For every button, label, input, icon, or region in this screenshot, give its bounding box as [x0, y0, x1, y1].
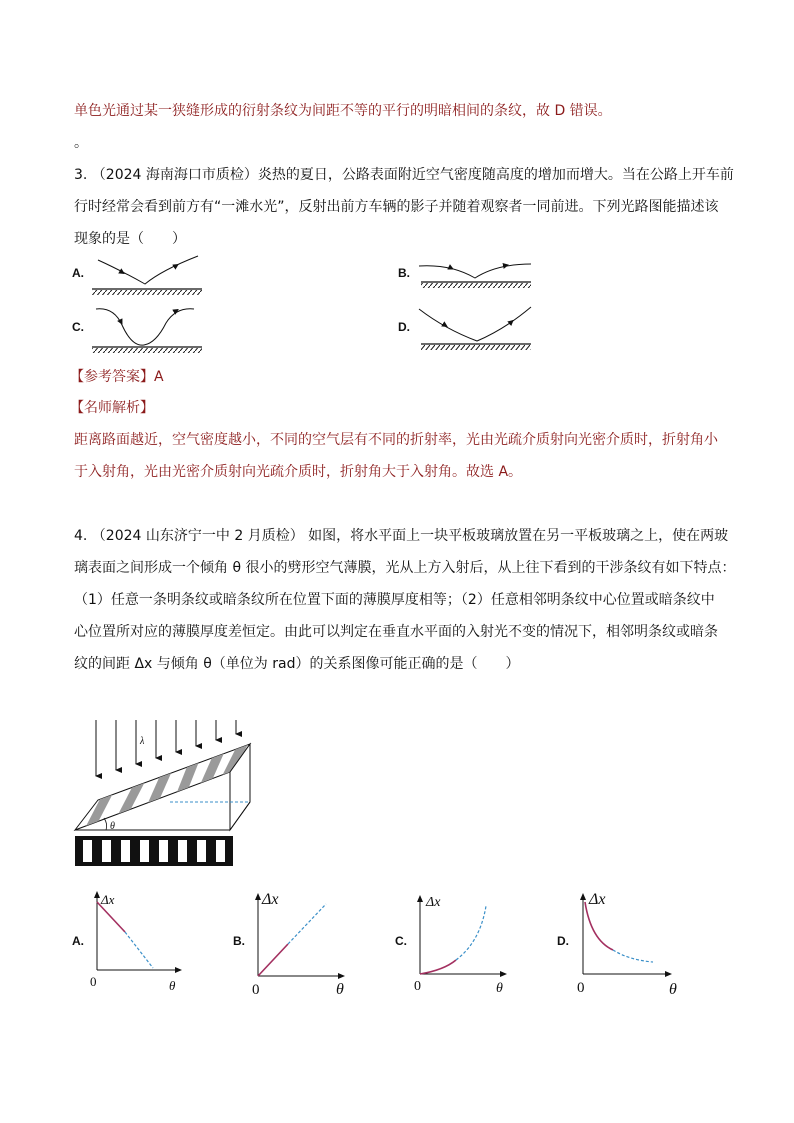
q3-stem-line3: 现象的是（ ）	[74, 231, 186, 247]
q4-c-origin: 0	[414, 979, 421, 994]
q3-option-a-label: A.	[72, 266, 84, 280]
q4-stem-line2: 璃表面之间形成一个倾角 θ 很小的劈形空气薄膜，光从上方入射后，从上往下看到的干涉条纹有如下特点：	[74, 560, 736, 576]
q4-option-d-label: D.	[557, 934, 569, 948]
q3-option-d-label: D.	[398, 320, 410, 334]
q3-analysis-title: 【名师解析】	[70, 400, 154, 416]
q4-option-a-graph	[85, 882, 195, 992]
q4-theta-label: θ	[110, 821, 115, 832]
q4-a-x-label: θ	[169, 978, 176, 992]
q3-analysis-line1: 距离路面越近，空气密度越小，不同的空气层有不同的折射率，光由光疏介质射向光密介质时，折射角小	[74, 432, 718, 448]
q2-conclusion-line: 单色光通过某一狭缝形成的衍射条纹为间距不等的平行的明暗相间的条纹，故 D 错误。	[74, 103, 612, 119]
q3-stem-line1: 3. （2024 海南海口市质检）炎热的夏日，公路表面附近空气密度随高度的增加而增大。当在公路上开车前	[74, 167, 734, 183]
q4-a-y-label: Δx	[101, 892, 115, 907]
q4-a-origin: 0	[90, 974, 97, 989]
q3-option-b-label: B.	[398, 266, 410, 280]
q4-b-origin: 0	[252, 982, 260, 996]
q4-option-d-graph	[573, 884, 685, 996]
q4-option-a-label: A.	[72, 934, 84, 948]
q3-option-d-diagram	[415, 303, 535, 353]
q4-c-y-label: Δx	[426, 895, 441, 910]
q3-stem-line2: 行时经常会看到前方有“一滩水光”，反射出前方车辆的影子并随着观察者一同前进。下列光路图能描述该	[74, 199, 719, 215]
q4-b-x-label: θ	[336, 981, 344, 996]
q2-period: 。	[74, 135, 88, 151]
q4-option-c-graph	[410, 886, 520, 996]
q4-stem-line1: 4. （2024 山东济宁一中 2 月质检） 如图，将水平面上一块平板玻璃放置在另一平板玻璃之上，使在两玻	[74, 528, 729, 544]
q4-lambda-label: λ	[140, 736, 145, 747]
q4-option-b-graph	[248, 884, 358, 996]
q4-option-b-label: B.	[233, 934, 245, 948]
q4-option-c-label: C.	[395, 934, 407, 948]
q4-d-y-label: Δx	[589, 891, 606, 908]
q4-c-x-label: θ	[496, 981, 503, 996]
q3-option-a-diagram	[90, 250, 210, 300]
q3-option-b-diagram	[415, 256, 535, 298]
q3-analysis-line2: 于入射角，光由光密介质射向光疏介质时，折射角大于入射角。故选 A。	[74, 464, 523, 480]
q3-answer: 【参考答案】A	[70, 369, 164, 385]
q3-option-c-diagram	[90, 303, 210, 353]
q4-b-y-label: Δx	[262, 891, 279, 908]
q4-stem-line3: （1）任意一条明条纹或暗条纹所在位置下面的薄膜厚度相等；（2）任意相邻明条纹中心位置或暗条纹中	[74, 592, 715, 608]
q4-stem-line4: 心位置所对应的薄膜厚度差恒定。由此可以判定在垂直水平面的入射光不变的情况下，相邻明条纹或暗条	[74, 624, 718, 640]
q3-option-c-label: C.	[72, 320, 84, 334]
q4-stem-line5: 纹的间距 Δx 与倾角 θ（单位为 rad）的关系图像可能正确的是（ ）	[74, 656, 520, 672]
q4-d-x-label: θ	[669, 981, 677, 996]
q4-wedge-figure	[70, 712, 270, 872]
q4-d-origin: 0	[577, 980, 585, 996]
